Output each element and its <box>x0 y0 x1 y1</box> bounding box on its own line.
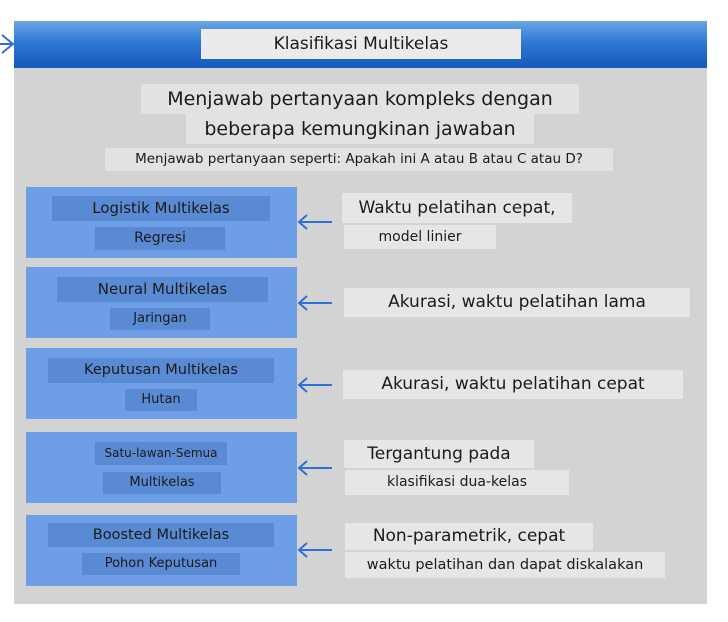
algorithm-name-line2: Hutan <box>125 389 197 411</box>
left-arrow-icon <box>296 294 334 312</box>
subtitle-line-2: beberapa kemungkinan jawaban <box>186 114 534 144</box>
left-arrow-icon <box>296 541 334 559</box>
left-arrow-icon <box>0 33 16 55</box>
left-arrow-icon <box>296 459 334 477</box>
description-line1: Non-parametrik, cepat <box>345 523 593 550</box>
algorithm-name-line1: Neural Multikelas <box>57 277 268 302</box>
description-line1: Akurasi, waktu pelatihan lama <box>344 288 690 317</box>
description-line1: Akurasi, waktu pelatihan cepat <box>343 370 683 399</box>
subtitle-question: Menjawab pertanyaan seperti: Apakah ini A atau B atau C atau D? <box>105 148 613 171</box>
description-line2: model linier <box>344 225 496 249</box>
algorithm-name-line1: Satu-lawan-Semua <box>95 442 227 465</box>
algorithm-name-line2: Jaringan <box>110 308 210 330</box>
left-arrow-icon <box>296 376 334 394</box>
description-line2: klasifikasi dua-kelas <box>345 470 569 495</box>
left-arrow-icon <box>296 213 334 231</box>
algorithm-name-line1: Logistik Multikelas <box>52 196 270 221</box>
algorithm-name-line1: Boosted Multikelas <box>48 523 274 547</box>
description-line1: Tergantung pada <box>344 440 534 468</box>
description-line2: waktu pelatihan dan dapat diskalakan <box>345 552 665 578</box>
algorithm-name-line2: Multikelas <box>103 472 221 494</box>
algorithm-name-line1: Keputusan Multikelas <box>48 358 274 383</box>
algorithm-name-line2: Pohon Keputusan <box>82 553 240 575</box>
subtitle-line-1: Menjawab pertanyaan kompleks dengan <box>141 84 579 114</box>
description-line1: Waktu pelatihan cepat, <box>342 193 572 223</box>
algorithm-name-line2: Regresi <box>95 227 225 250</box>
diagram-title: Klasifikasi Multikelas <box>201 29 521 59</box>
